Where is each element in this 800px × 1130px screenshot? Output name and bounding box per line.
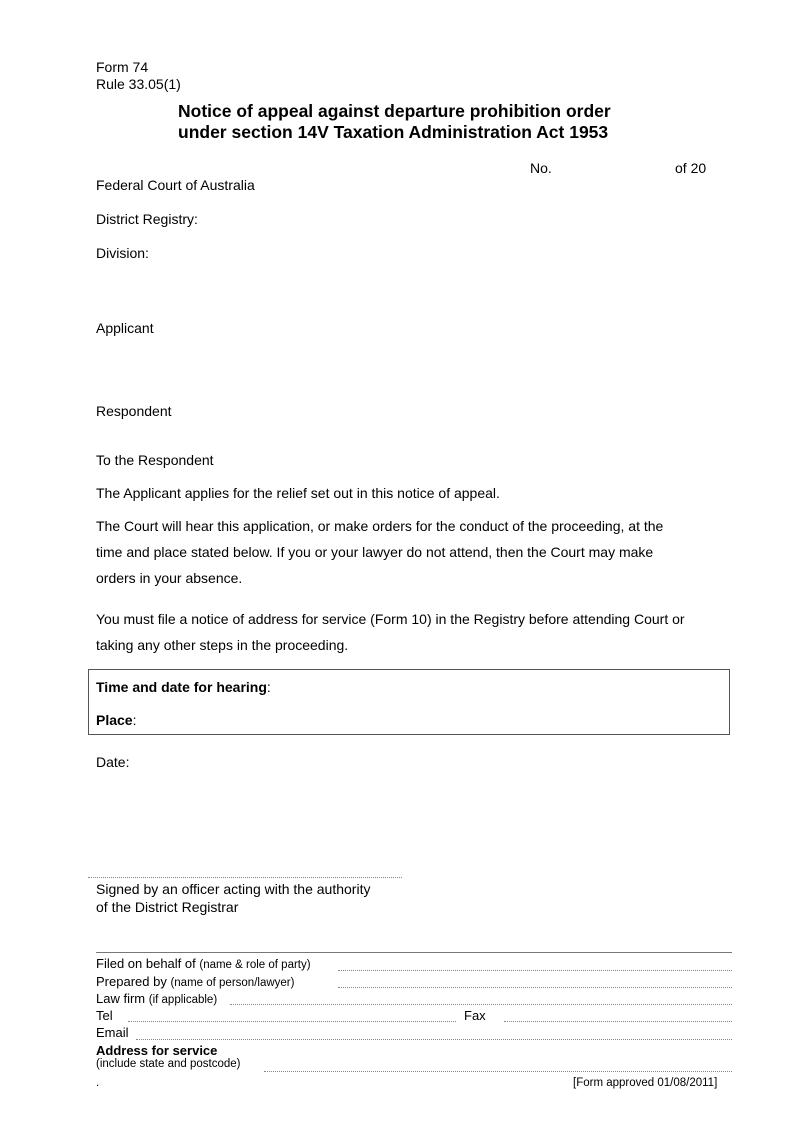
prepared-by-row bbox=[96, 974, 294, 989]
email-input[interactable] bbox=[136, 1039, 732, 1040]
paragraph-hearing-line-1: The Court will hear this application, or make orders for the conduct of the proceeding, at the bbox=[96, 518, 664, 534]
tel-input[interactable] bbox=[128, 1021, 456, 1022]
case-number-label: No. bbox=[530, 160, 552, 176]
division-label: Division: bbox=[96, 245, 149, 261]
fax-label: Fax bbox=[464, 1008, 486, 1023]
paragraph-address-line-2: taking any other steps in the proceeding. bbox=[96, 637, 349, 653]
footer-dot: . bbox=[96, 1077, 100, 1089]
paragraph-hearing-line-2: time and place stated below. If you or your lawyer do not attend, then the Court may make bbox=[96, 544, 654, 560]
document-title-line-1: Notice of appeal against departure prohibition order bbox=[178, 101, 611, 121]
respondent-label: Respondent bbox=[96, 403, 172, 419]
case-year-label: of 20 bbox=[675, 160, 707, 176]
addressee: To the Respondent bbox=[96, 452, 214, 468]
law-firm-row bbox=[96, 991, 217, 1006]
rule-reference: Rule 33.05(1) bbox=[96, 76, 181, 92]
hearing-place-colon: : bbox=[132, 712, 137, 728]
filed-on-behalf-note: (name & role of party) bbox=[199, 959, 311, 971]
address-for-service-note: (include state and postcode) bbox=[96, 1058, 241, 1070]
filed-on-behalf-row bbox=[96, 956, 311, 971]
signature-line[interactable] bbox=[88, 877, 402, 878]
applicant-label: Applicant bbox=[96, 320, 154, 336]
address-for-service-input[interactable] bbox=[264, 1071, 732, 1072]
filing-section-top-rule bbox=[96, 952, 732, 953]
address-for-service-label: Address for service bbox=[96, 1043, 218, 1058]
document-title-line-2: under section 14V Taxation Administration Act 1953 bbox=[178, 122, 609, 142]
signature-caption-line-2: of the District Registrar bbox=[96, 899, 239, 915]
filed-on-behalf-label: Filed on behalf of bbox=[96, 956, 196, 971]
paragraph-relief: The Applicant applies for the relief set out in this notice of appeal. bbox=[96, 485, 500, 501]
court-name: Federal Court of Australia bbox=[96, 177, 255, 193]
email-label: Email bbox=[96, 1025, 129, 1040]
prepared-by-label: Prepared by bbox=[96, 974, 167, 989]
hearing-time-date-field[interactable] bbox=[96, 679, 271, 695]
signature-caption-line-1: Signed by an officer acting with the authority bbox=[96, 881, 371, 897]
hearing-place-field[interactable] bbox=[96, 712, 136, 728]
paragraph-hearing-line-3: orders in your absence. bbox=[96, 570, 243, 586]
paragraph-address-line-1: You must file a notice of address for service (Form 10) in the Registry before attending Court or bbox=[96, 611, 685, 627]
hearing-place-label: Place bbox=[96, 712, 133, 728]
law-firm-note: (if applicable) bbox=[148, 994, 218, 1006]
prepared-by-note: (name of person/lawyer) bbox=[170, 977, 295, 989]
form-number: Form 74 bbox=[96, 59, 149, 75]
hearing-time-date-colon: : bbox=[266, 679, 271, 695]
filed-on-behalf-input[interactable] bbox=[338, 970, 732, 971]
fax-input[interactable] bbox=[504, 1021, 732, 1022]
prepared-by-input[interactable] bbox=[338, 987, 732, 988]
law-firm-label: Law firm bbox=[96, 991, 146, 1006]
date-label: Date: bbox=[96, 754, 130, 770]
law-firm-input[interactable] bbox=[230, 1004, 732, 1005]
hearing-time-date-label: Time and date for hearing bbox=[96, 679, 267, 695]
form-approved-date: [Form approved 01/08/2011] bbox=[573, 1077, 718, 1089]
district-registry-label: District Registry: bbox=[96, 211, 198, 227]
tel-label: Tel bbox=[96, 1008, 113, 1023]
